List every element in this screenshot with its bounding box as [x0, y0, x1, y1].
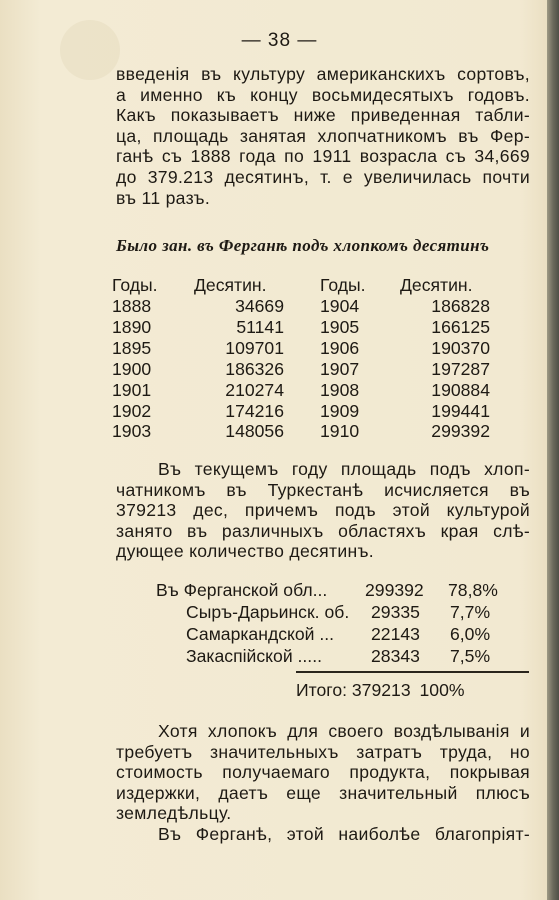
table-cell: 1910 — [320, 421, 360, 442]
text-line: Въ Ферганѣ, этой наиболѣе благопріят- — [158, 824, 530, 844]
text-line: Въ текущемъ году площадь подъ хлоп- — [158, 459, 530, 479]
text-line: чатникомъ въ Туркестанѣ исчисляется въ — [116, 479, 530, 500]
table-header-row — [112, 274, 490, 296]
total-rule — [296, 671, 529, 673]
text-line: требуетъ значительныхъ затратъ труда, но — [116, 741, 530, 762]
table-cell: 186326 — [225, 358, 284, 379]
total-label: Итого: — [296, 680, 347, 700]
region-percent: 78,8% — [448, 580, 498, 600]
text-line: издержки, даетъ еще значительный плюсъ — [116, 782, 530, 803]
table-cell: 1900 — [112, 358, 152, 379]
text-line: стоимость получаемаго продукта, покрывая — [116, 762, 530, 783]
region-area: 299392 — [365, 580, 424, 600]
table-cell: 1908 — [320, 379, 360, 400]
text-line: занято въ различныхъ областяхъ края слѣ- — [116, 520, 530, 541]
table-header: Десятин. — [400, 274, 473, 295]
table-row — [112, 317, 490, 338]
table-cell: 34669 — [235, 296, 284, 316]
region-name: Самаркандской ... — [186, 624, 335, 644]
text-line: а именно къ концу восьмидесятыхъ годовъ. — [116, 84, 530, 105]
page-number: — 38 — — [241, 30, 318, 51]
cotton-area-table — [112, 274, 490, 442]
region-percent: 7,7% — [450, 602, 491, 622]
table-caption: Было зан. въ Ферганѣ подъ хлопкомъ десятинъ — [116, 236, 490, 255]
paragraph-1 — [116, 64, 530, 208]
table-header: Десятин. — [194, 274, 267, 295]
region-name: Закаспійской ..... — [186, 646, 322, 666]
region-area: 22143 — [371, 624, 420, 644]
table-header: Годы. — [320, 274, 366, 295]
table-row — [112, 380, 490, 401]
table-cell: 1903 — [112, 421, 152, 442]
table-cell: 148056 — [225, 421, 284, 442]
table-cell: 1902 — [112, 400, 152, 421]
table-cell: 109701 — [225, 337, 284, 358]
table-cell: 1907 — [320, 358, 360, 379]
table-cell: 186828 — [431, 296, 490, 316]
total-percent: 100% — [419, 680, 465, 700]
table-row — [112, 359, 490, 380]
text-line: введенія въ культуру американскихъ сортовъ, — [116, 64, 530, 84]
table-cell: 1895 — [112, 337, 152, 358]
region-area: 29335 — [371, 602, 420, 622]
region-percent: 7,5% — [450, 646, 491, 666]
table-cell: 166125 — [431, 316, 490, 337]
text-line: дующее количество десятинъ. — [116, 541, 374, 562]
table-cell: 51141 — [236, 316, 284, 337]
text-line: до 379.213 десятинъ, т. е увеличилась почти — [116, 166, 530, 187]
table-row — [112, 401, 490, 422]
text-line: 379213 дес, причемъ подъ этой культурой — [116, 500, 530, 521]
region-percent: 6,0% — [450, 624, 491, 644]
table-row — [112, 421, 490, 442]
table-cell: 299392 — [431, 421, 490, 442]
paragraph-3 — [116, 721, 530, 824]
text-line: земледѣльцу. — [116, 803, 232, 824]
table-cell: 190370 — [431, 337, 490, 358]
table-cell: 1901 — [112, 379, 152, 400]
text-line: ганѣ съ 1888 года по 1911 возрасла съ 34,669 — [116, 146, 530, 167]
table-cell: 1890 — [112, 316, 152, 337]
table-header: Годы. — [112, 274, 158, 295]
table-cell: 210274 — [225, 379, 284, 400]
region-name: Сыръ-Дарьинск. об. — [186, 602, 350, 622]
region-area: 28343 — [371, 646, 420, 666]
paragraph-4 — [116, 824, 530, 845]
text-line: ца, площадь занятая хлопчатникомъ въ Фер- — [116, 125, 530, 146]
text-line: въ 11 разъ. — [116, 187, 211, 208]
table-cell: 199441 — [431, 400, 490, 421]
table-cell: 1905 — [320, 316, 360, 337]
text-line: Какъ показываетъ ниже приведенная табли- — [116, 105, 530, 126]
total-row — [296, 680, 465, 701]
region-name: Въ Ферганской обл... — [156, 580, 328, 600]
table-row — [112, 338, 490, 359]
table-row — [112, 296, 490, 317]
table-cell: 197287 — [431, 358, 490, 379]
table-cell: 190884 — [431, 379, 490, 400]
table-cell: 1909 — [320, 400, 360, 421]
text-line: Хотя хлопокъ для своего воздѣлыванія и — [158, 721, 530, 741]
total-area: 379213 — [351, 680, 411, 700]
book-binding-edge — [547, 0, 559, 900]
table-cell: 1904 — [320, 296, 360, 316]
table-cell: 1888 — [112, 296, 152, 316]
paragraph-2 — [116, 459, 530, 562]
table-cell: 174216 — [225, 400, 284, 421]
table-cell: 1906 — [320, 337, 360, 358]
